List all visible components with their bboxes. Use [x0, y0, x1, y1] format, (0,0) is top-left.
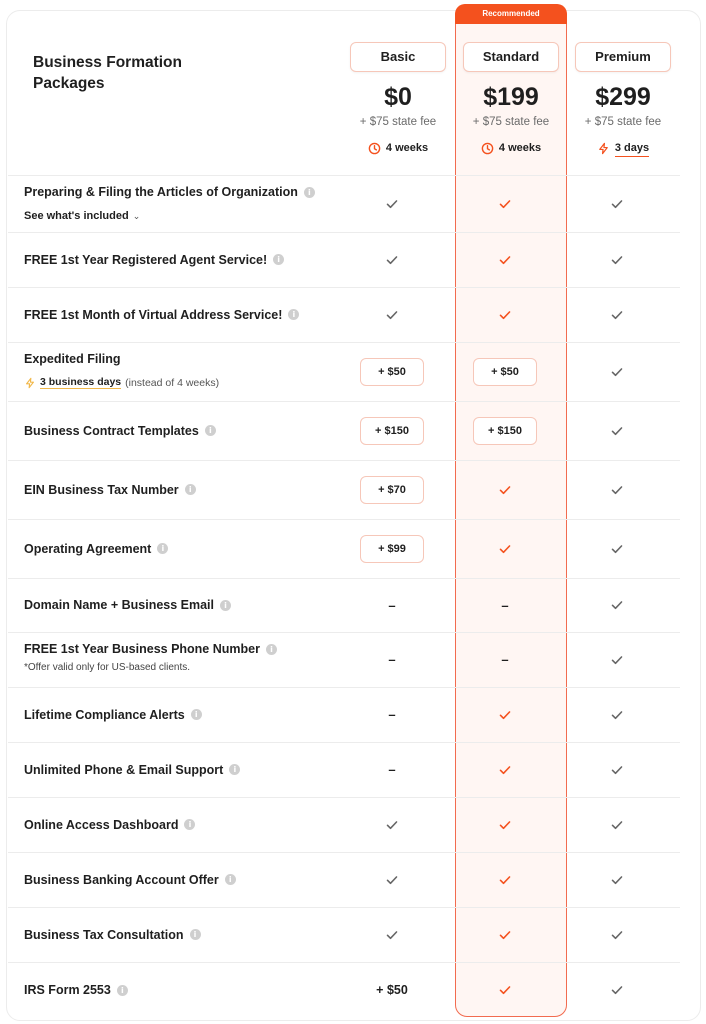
- check-icon: [385, 253, 399, 267]
- feature-name: FREE 1st Year Business Phone Number: [24, 642, 260, 656]
- feature-label: [24, 308, 299, 322]
- premium-cell: [567, 401, 667, 460]
- premium-cell: [567, 907, 667, 962]
- feature-name: Online Access Dashboard: [24, 817, 179, 832]
- info-icon[interactable]: i: [117, 985, 128, 996]
- info-icon[interactable]: i: [157, 543, 168, 554]
- plan-time-label: 4 weeks: [385, 142, 429, 154]
- plan-name-button[interactable]: Standard: [463, 42, 559, 72]
- basic-cell: [342, 962, 442, 1018]
- info-icon[interactable]: i: [191, 709, 202, 720]
- basic-cell: [342, 175, 442, 232]
- not-included-dash: –: [501, 652, 509, 667]
- standard-cell: [455, 401, 555, 460]
- addon-button[interactable]: + $70: [360, 476, 424, 504]
- feature-label: [24, 873, 236, 887]
- standard-cell: [455, 342, 555, 401]
- chevron-down-icon: ⌄: [132, 210, 141, 221]
- info-icon[interactable]: i: [220, 600, 231, 611]
- check-icon: [610, 424, 624, 438]
- check-icon: [498, 542, 512, 556]
- check-icon: [610, 197, 624, 211]
- feature-name: Business Tax Consultation: [24, 927, 184, 942]
- info-icon[interactable]: i: [190, 929, 201, 940]
- standard-cell: [455, 742, 555, 797]
- feature-label: [24, 483, 196, 497]
- basic-cell: [342, 852, 442, 907]
- plan-delivery-time: [463, 140, 559, 156]
- clock-icon: [481, 142, 494, 155]
- expedited-note: [24, 376, 219, 389]
- premium-cell: [567, 852, 667, 907]
- plan-state-fee: + $75 state fee: [359, 116, 437, 128]
- feature-name: FREE 1st Month of Virtual Address Service!: [24, 307, 283, 322]
- plan-delivery-time: [350, 140, 446, 156]
- premium-cell: [567, 687, 667, 742]
- expedited-days: 3 business days: [40, 376, 122, 388]
- standard-cell: [455, 962, 555, 1018]
- feature-label: [24, 253, 284, 267]
- feature-name: EIN Business Tax Number: [24, 482, 179, 497]
- standard-cell: [455, 687, 555, 742]
- premium-cell: [567, 519, 667, 578]
- clock-icon: [368, 142, 381, 155]
- addon-button[interactable]: + $150: [360, 417, 424, 445]
- not-included-dash: –: [501, 597, 509, 613]
- basic-cell: [342, 742, 442, 797]
- premium-cell: [567, 962, 667, 1018]
- feature-label: [24, 352, 121, 366]
- check-icon: [498, 253, 512, 267]
- check-icon: [498, 818, 512, 832]
- feature-label: [24, 424, 216, 438]
- basic-cell: [342, 519, 442, 578]
- premium-cell: [567, 287, 667, 342]
- check-icon: [610, 365, 624, 379]
- plan-header-1: [463, 42, 559, 156]
- info-icon[interactable]: i: [229, 764, 240, 775]
- standard-cell: [455, 852, 555, 907]
- premium-cell: [567, 578, 667, 632]
- plan-header-0: [350, 42, 446, 156]
- lightning-icon: [597, 142, 610, 155]
- check-icon: [498, 708, 512, 722]
- not-included-dash: –: [388, 652, 396, 667]
- addon-button[interactable]: + $150: [473, 417, 537, 445]
- premium-cell: [567, 232, 667, 287]
- check-icon: [385, 308, 399, 322]
- info-icon[interactable]: i: [225, 874, 236, 885]
- premium-cell: [567, 742, 667, 797]
- info-icon[interactable]: i: [185, 484, 196, 495]
- check-icon: [385, 197, 399, 211]
- standard-cell: [455, 175, 555, 232]
- plan-time-label: 4 weeks: [498, 142, 542, 154]
- feature-name: Lifetime Compliance Alerts: [24, 707, 185, 722]
- basic-cell: [342, 907, 442, 962]
- check-icon: [610, 253, 624, 267]
- feature-label: [24, 763, 240, 777]
- standard-cell: [455, 460, 555, 519]
- feature-label: [24, 542, 168, 556]
- info-icon[interactable]: i: [273, 254, 284, 265]
- check-icon: [385, 818, 399, 832]
- plan-delivery-time: [575, 140, 671, 157]
- expedited-compare: (instead of 4 weeks): [125, 376, 220, 389]
- check-icon: [610, 653, 624, 667]
- basic-cell: [342, 401, 442, 460]
- check-icon: [610, 763, 624, 777]
- standard-cell: [455, 287, 555, 342]
- standard-cell: [455, 632, 555, 687]
- feature-label: [24, 185, 315, 199]
- premium-cell: [567, 460, 667, 519]
- see-whats-included-link[interactable]: [24, 210, 140, 222]
- plan-name-button[interactable]: Premium: [575, 42, 671, 72]
- feature-name: Operating Agreement: [24, 541, 152, 556]
- basic-cell: [342, 232, 442, 287]
- lightning-icon: [24, 377, 36, 389]
- addon-button[interactable]: + $99: [360, 535, 424, 563]
- check-icon: [385, 928, 399, 942]
- addon-price: + $50: [376, 983, 408, 997]
- recommended-badge: Recommended: [455, 4, 567, 24]
- plan-state-fee: + $75 state fee: [472, 116, 550, 128]
- plan-state-fee: + $75 state fee: [584, 116, 662, 128]
- feature-label: [24, 708, 202, 722]
- check-icon: [610, 983, 624, 997]
- check-icon: [498, 763, 512, 777]
- standard-cell: [455, 797, 555, 852]
- premium-cell: [567, 342, 667, 401]
- page-title: Business Formation Packages: [33, 54, 182, 92]
- check-icon: [610, 928, 624, 942]
- offer-note: *Offer valid only for US-based clients.: [24, 662, 191, 673]
- check-icon: [385, 873, 399, 887]
- addon-button[interactable]: + $50: [473, 358, 537, 386]
- feature-label: [24, 598, 231, 612]
- feature-name: Business Banking Account Offer: [24, 872, 219, 887]
- feature-label: [24, 642, 277, 656]
- check-icon: [498, 983, 512, 997]
- check-icon: [498, 928, 512, 942]
- not-included-dash: –: [388, 762, 396, 777]
- plan-price: $299: [595, 83, 651, 111]
- feature-name: Domain Name + Business Email: [24, 598, 215, 612]
- check-icon: [498, 483, 512, 497]
- feature-name: IRS Form 2553: [24, 983, 111, 997]
- plan-price: $0: [384, 83, 412, 111]
- basic-cell: [342, 460, 442, 519]
- addon-button[interactable]: + $50: [360, 358, 424, 386]
- info-icon[interactable]: i: [205, 425, 216, 436]
- check-icon: [610, 708, 624, 722]
- check-icon: [610, 483, 624, 497]
- plan-price: $199: [483, 83, 539, 111]
- standard-cell: [455, 232, 555, 287]
- info-icon[interactable]: i: [266, 644, 277, 655]
- premium-cell: [567, 632, 667, 687]
- basic-cell: [342, 287, 442, 342]
- not-included-dash: –: [388, 597, 396, 613]
- check-icon: [610, 542, 624, 556]
- check-icon: [610, 308, 624, 322]
- premium-cell: [567, 175, 667, 232]
- feature-name: Expedited Filing: [24, 352, 121, 366]
- check-icon: [610, 598, 624, 612]
- check-icon: [498, 308, 512, 322]
- sub-link-text: See what's included: [24, 210, 129, 222]
- info-icon[interactable]: i: [288, 309, 299, 320]
- standard-cell: [455, 907, 555, 962]
- premium-cell: [567, 797, 667, 852]
- plan-time-label: 3 days: [615, 140, 649, 157]
- basic-cell: [342, 632, 442, 687]
- standard-cell: [455, 519, 555, 578]
- check-icon: [610, 818, 624, 832]
- feature-label: [24, 928, 201, 942]
- standard-cell: [455, 578, 555, 632]
- feature-label: [24, 983, 128, 997]
- feature-name: FREE 1st Year Registered Agent Service!: [24, 252, 268, 267]
- feature-name: Unlimited Phone & Email Support: [24, 762, 224, 777]
- info-icon[interactable]: i: [304, 187, 315, 198]
- basic-cell: [342, 687, 442, 742]
- basic-cell: [342, 342, 442, 401]
- basic-cell: [342, 578, 442, 632]
- feature-name: Business Contract Templates: [24, 423, 199, 438]
- check-icon: [610, 873, 624, 887]
- check-icon: [498, 197, 512, 211]
- not-included-dash: –: [388, 707, 396, 722]
- info-icon[interactable]: i: [184, 819, 195, 830]
- feature-label: [24, 818, 195, 832]
- basic-cell: [342, 797, 442, 852]
- check-icon: [498, 873, 512, 887]
- plan-header-2: [575, 42, 671, 157]
- feature-name: Preparing & Filing the Articles of Organization: [24, 185, 298, 199]
- plan-name-button[interactable]: Basic: [350, 42, 446, 72]
